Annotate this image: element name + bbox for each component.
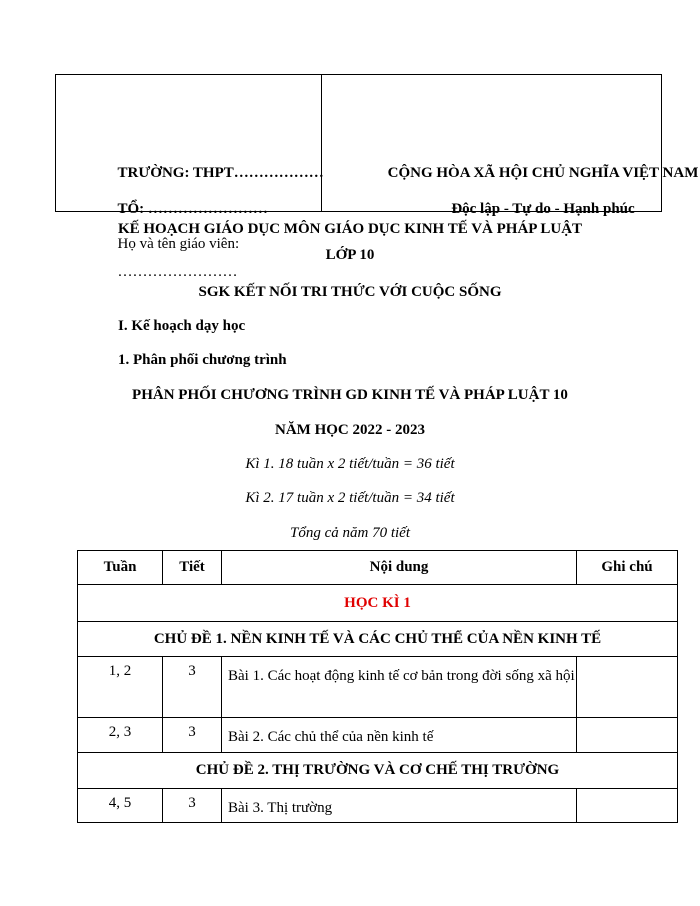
note-cell [577,718,678,753]
group-name: TỔ: …………………… [117,200,268,217]
table-row [78,657,678,718]
period-cell: 3 [163,657,222,718]
national-header-cell [322,75,699,217]
week-cell: 2, 3 [78,718,163,753]
school-year: NĂM HỌC 2022 - 2023 [275,422,425,438]
note-header: Ghi chú [577,551,678,585]
grade-title: LỚP 10 [325,247,375,263]
section-heading: I. Kế hoạch dạy học [118,318,246,334]
content-header: Nội dung [222,551,577,585]
plan-title: KẾ HOẠCH GIÁO DỤC MÔN GIÁO DỤC KINH TẾ VÀ PHÁP LUẬT [117,221,583,237]
topic-row [78,753,678,789]
topic-row [78,622,678,657]
national-motto: Độc lập - Tự do - Hạnh phúc [451,200,635,217]
note-cell [577,657,678,718]
topic2-label: CHỦ ĐỀ 2. THỊ TRƯỜNG VÀ CƠ CHẾ THỊ TRƯỜNG [78,753,678,789]
school-name: TRƯỜNG: THPT……………… [117,164,324,181]
country-name: CỘNG HÒA XÃ HỘI CHỦ NGHĨA VIỆT NAM [387,164,699,181]
subsection-heading: 1. Phân phối chương trình [118,352,287,368]
total-info: Tổng cả năm 70 tiết [290,525,410,541]
distribution-title: PHÂN PHỐI CHƯƠNG TRÌNH GD KINH TẾ VÀ PHÁP LUẬT 10 [132,387,568,403]
week-cell: 4, 5 [78,789,163,823]
content-cell: Bài 2. Các chủ thể của nền kinh tế [222,718,577,753]
period-cell: 3 [163,718,222,753]
week-header: Tuần [78,551,163,585]
topic1-label: CHỦ ĐỀ 1. NỀN KINH TẾ VÀ CÁC CHỦ THỂ CỦA NỀN KINH TẾ [78,622,678,657]
period-header: Tiết [163,551,222,585]
curriculum-table [77,550,678,823]
book-title: SGK KẾT NỐI TRI THỨC VỚI CUỘC SỐNG [198,284,502,300]
semester-label: HỌC KÌ 1 [78,585,678,622]
period-cell: 3 [163,789,222,823]
note-cell [577,789,678,823]
table-row [78,789,678,823]
table-header-row [78,551,678,585]
week-cell: 1, 2 [78,657,163,718]
term2-info: Kì 2. 17 tuần x 2 tiết/tuần = 34 tiết [245,490,455,506]
teacher-dots: …………………… [117,263,238,280]
content-cell: Bài 3. Thị trường [222,789,577,823]
content-cell: Bài 1. Các hoạt động kinh tế cơ bản trong đời sống xã hội [222,657,577,718]
table-row [78,718,678,753]
school-info-cell [56,75,324,280]
teacher-label: Họ và tên giáo viên: [117,235,240,252]
term1-info: Kì 1. 18 tuần x 2 tiết/tuần = 36 tiết [245,456,455,472]
semester-row [78,585,678,622]
